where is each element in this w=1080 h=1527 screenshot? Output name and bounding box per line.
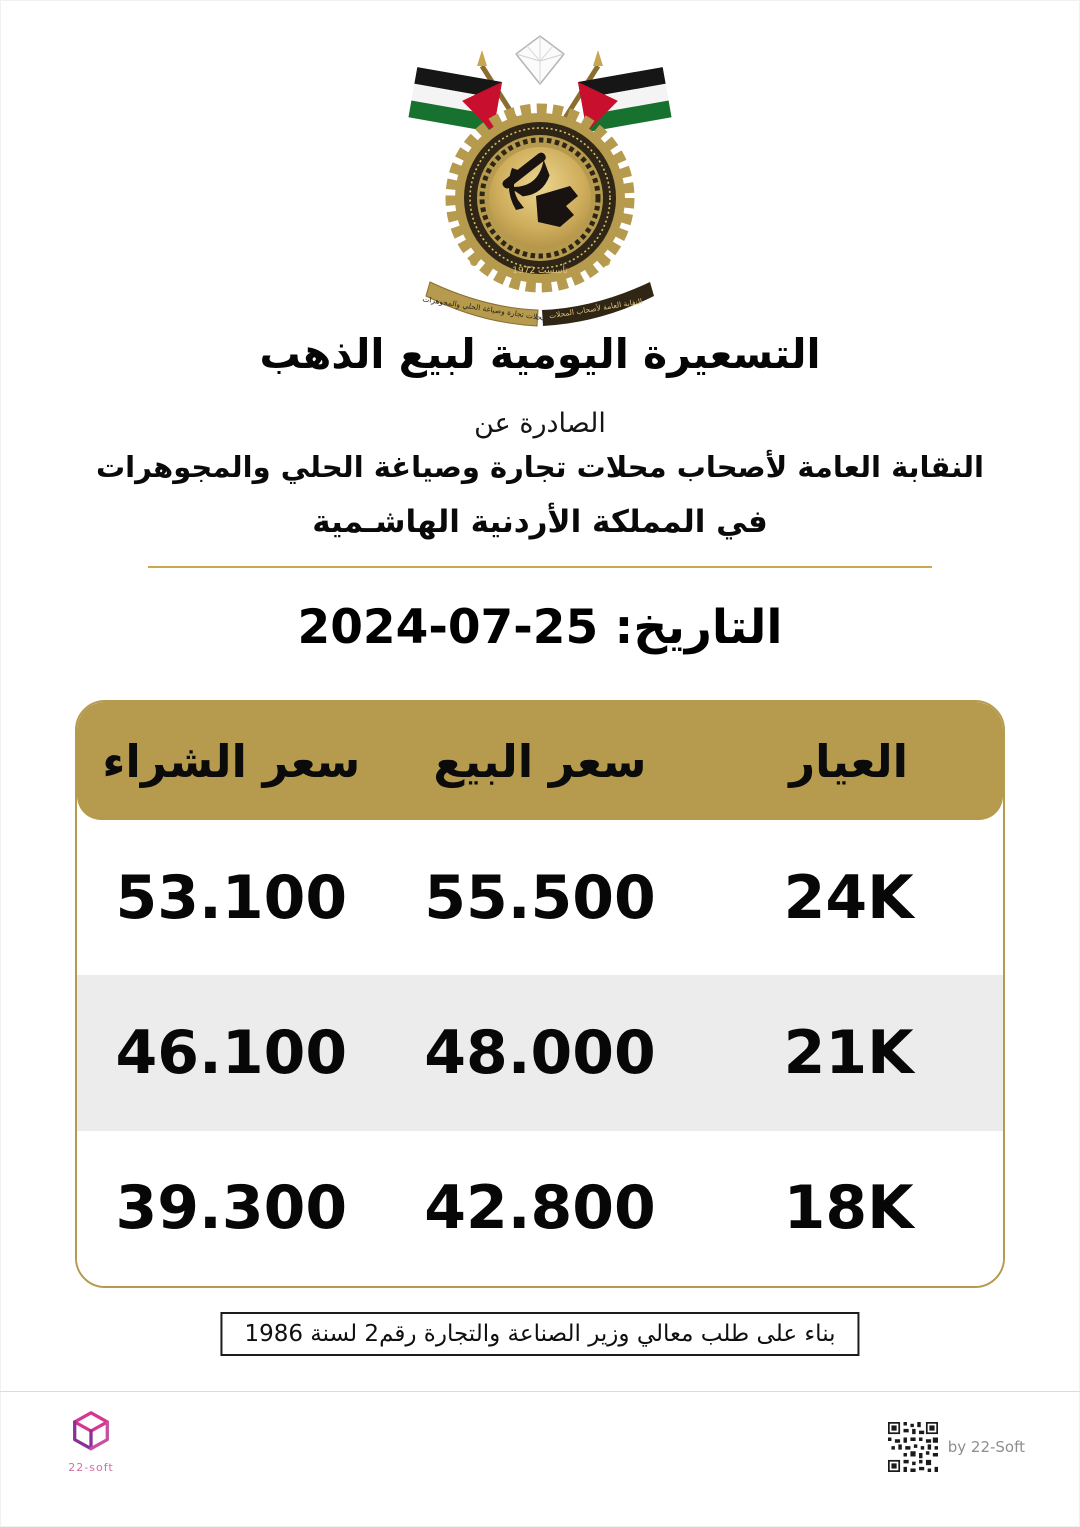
karat-cell: 18K <box>783 1173 914 1244</box>
issued-by-line: الصادرة عن <box>474 408 606 439</box>
date-line: التاريخ: 25-07-2024 <box>297 600 783 655</box>
sell-price-cell: 42.800 <box>424 1173 656 1244</box>
qr-code-icon <box>888 1422 938 1472</box>
diamond-icon <box>516 36 564 84</box>
price-table <box>75 700 1005 1288</box>
sell-price-cell: 48.000 <box>424 1017 656 1088</box>
cube-logo-icon <box>68 1408 114 1454</box>
buy-price-cell: 46.100 <box>115 1017 348 1088</box>
sell-price-cell: 55.500 <box>424 862 656 933</box>
buy-price-cell: 39.300 <box>115 1173 348 1244</box>
gold-divider <box>148 566 932 568</box>
column-header-buy: سعر الشراء <box>102 734 361 788</box>
ribbon-right-text: النقابة العامة لأصحاب المحلات <box>548 296 643 321</box>
footer-divider <box>0 1391 1080 1392</box>
poster-title: التسعيرة اليومية لبيع الذهب <box>259 330 821 378</box>
karat-cell: 21K <box>783 1017 914 1088</box>
buy-price-cell: 53.100 <box>115 862 348 933</box>
price-row-18k <box>77 1131 1003 1286</box>
brand-name: 22-soft <box>68 1461 114 1474</box>
column-header-karat: العيار <box>789 734 909 788</box>
ministerial-note: بناء على طلب معالي وزير الصناعة والتجارة رقم2 لسنة 1986 <box>220 1312 859 1356</box>
brand-logo <box>48 1408 134 1474</box>
credit <box>888 1422 1025 1472</box>
karat-cell: 24K <box>783 862 914 933</box>
price-row-24k <box>77 820 1003 975</box>
price-row-21k <box>77 975 1003 1130</box>
kingdom-line: في المملكة الأردنية الهاشـمية <box>312 504 768 540</box>
ribbon-left-text: محلات تجارة وصياغة الحلي والمجوهرات <box>421 294 548 323</box>
credit-text: by 22-Soft <box>947 1438 1025 1456</box>
organization-name: النقابة العامة لأصحاب محلات تجارة وصياغة الحلي والمجوهرات <box>96 450 984 484</box>
table-header-row <box>77 702 1003 820</box>
established-text: تأسست 1972 <box>512 266 568 276</box>
column-header-sell: سعر البيع <box>433 734 647 788</box>
syndicate-emblem <box>390 20 690 328</box>
emblem-graphic <box>390 20 690 328</box>
